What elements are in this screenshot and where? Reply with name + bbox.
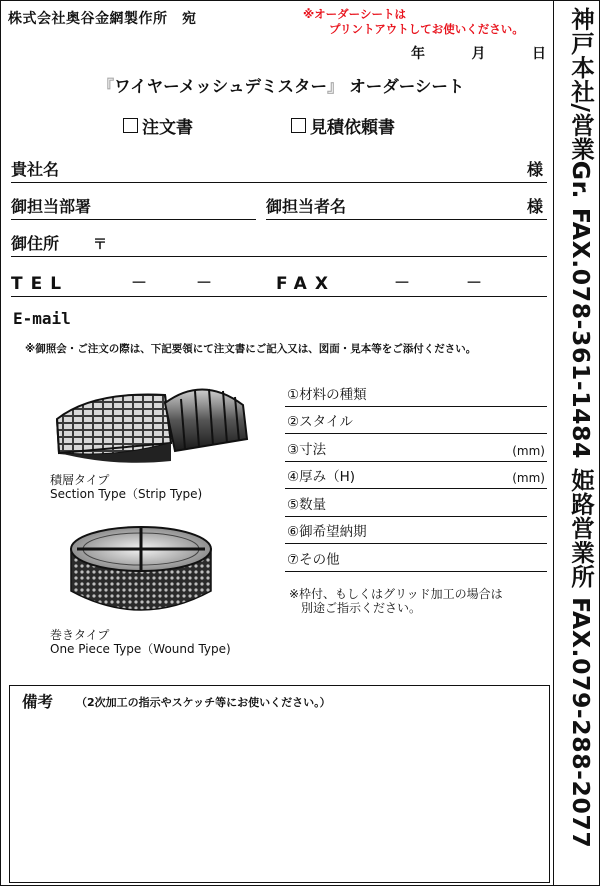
date-year[interactable]: 年	[411, 46, 425, 62]
fax-label: FAX	[276, 274, 336, 294]
spec-row-dimensions[interactable]	[285, 434, 547, 462]
department-label: 御担当部署	[11, 197, 92, 216]
strip-type-caption	[50, 473, 202, 501]
person-field[interactable]	[266, 194, 547, 220]
spec-label: ⑥御希望納期	[287, 524, 367, 540]
spec-list	[285, 379, 547, 572]
company-suffix: 様	[526, 160, 543, 179]
postal-mark: 〒	[93, 237, 107, 253]
title-close-bracket: 』	[326, 77, 344, 96]
print-note-line2: プリントアウトしてお使いください。	[329, 22, 524, 36]
tel-label: TEL	[11, 274, 70, 294]
spec-label: ①材料の種類	[287, 386, 367, 403]
order-notice: ※御照会・ご注文の際は、下記要領にて注文書にご記入又は、図面・見本等をご添付ください。	[25, 343, 477, 355]
estimate-checkbox-box[interactable]	[291, 118, 306, 133]
wound-type-caption	[50, 628, 231, 656]
print-note-line1: ※オーダーシートは	[303, 7, 406, 21]
frame-note-line2: 別途ご指示ください。	[301, 601, 422, 615]
person-label: 御担当者名	[266, 197, 347, 216]
spec-row-thickness[interactable]	[285, 462, 547, 490]
remarks-hint: （2次加工の指示やスケッチ等にお使いください。）	[76, 696, 331, 709]
tel-dash-1: －	[131, 273, 148, 292]
spec-label: ④厚み（H)	[287, 469, 356, 485]
person-suffix: 様	[526, 197, 543, 216]
title-open-bracket: 『	[97, 77, 115, 96]
spec-label: ③寸法	[287, 441, 327, 458]
spec-row-delivery[interactable]	[285, 517, 547, 545]
order-checkbox-box[interactable]	[123, 118, 138, 133]
wound-type-caption-en: One Piece Type（Wound Type)	[50, 642, 231, 656]
company-label: 貴社名	[11, 160, 60, 179]
strip-type-caption-en: Section Type（Strip Type)	[50, 487, 203, 501]
strip-type-caption-jp: 積層タイプ	[50, 473, 110, 487]
remarks-title: 備考	[22, 693, 54, 711]
frame-note	[289, 587, 503, 615]
spec-row-other[interactable]	[285, 544, 547, 572]
document-type-checks	[123, 113, 395, 138]
date-row	[411, 43, 546, 63]
contact-fax-numbers: 神戸本社/営業Gr. FAX.078-361-1484 姫路営業所 FAX.079-288-2077	[567, 7, 595, 849]
estimate-checkbox-label: 見積依頼書	[310, 118, 395, 138]
frame-note-line1: ※枠付、もしくはグリッド加工の場合は	[289, 587, 503, 601]
department-field[interactable]	[11, 194, 256, 220]
spec-row-quantity[interactable]	[285, 489, 547, 517]
spec-unit: (mm)	[512, 443, 545, 458]
estimate-checkbox[interactable]	[291, 113, 395, 138]
spec-label: ⑤数量	[287, 496, 327, 513]
spec-unit: (mm)	[512, 471, 545, 485]
company-field[interactable]	[11, 157, 547, 183]
address-field[interactable]	[11, 231, 547, 257]
strip-type-demister-image	[53, 381, 249, 471]
print-note	[303, 7, 553, 37]
date-day[interactable]: 日	[532, 46, 546, 62]
tel-fax-field[interactable]	[11, 271, 547, 297]
address-label: 御住所	[11, 234, 60, 253]
title-suffix: オーダーシート	[349, 77, 465, 96]
spec-label: ②スタイル	[287, 414, 353, 430]
spec-label: ⑦その他	[287, 551, 340, 568]
remarks-box[interactable]	[9, 685, 550, 883]
spec-row-style[interactable]	[285, 407, 547, 435]
addressee: 株式会社奥谷金網製作所 宛	[8, 11, 197, 27]
contact-sidebar	[553, 1, 600, 886]
email-label: E-mail	[13, 309, 71, 328]
spec-row-material[interactable]	[285, 379, 547, 407]
sheet-title	[71, 73, 491, 97]
order-checkbox[interactable]	[123, 113, 193, 138]
title-product-name: ワイヤーメッシュデミスター	[114, 77, 327, 96]
fax-dash-2: －	[466, 273, 483, 292]
tel-dash-2: －	[196, 273, 213, 292]
fax-dash-1: －	[394, 273, 411, 292]
wound-type-demister-image	[67, 521, 215, 621]
wound-type-caption-jp: 巻きタイプ	[50, 628, 110, 642]
order-checkbox-label: 注文書	[142, 118, 193, 138]
date-month[interactable]: 月	[471, 46, 486, 62]
